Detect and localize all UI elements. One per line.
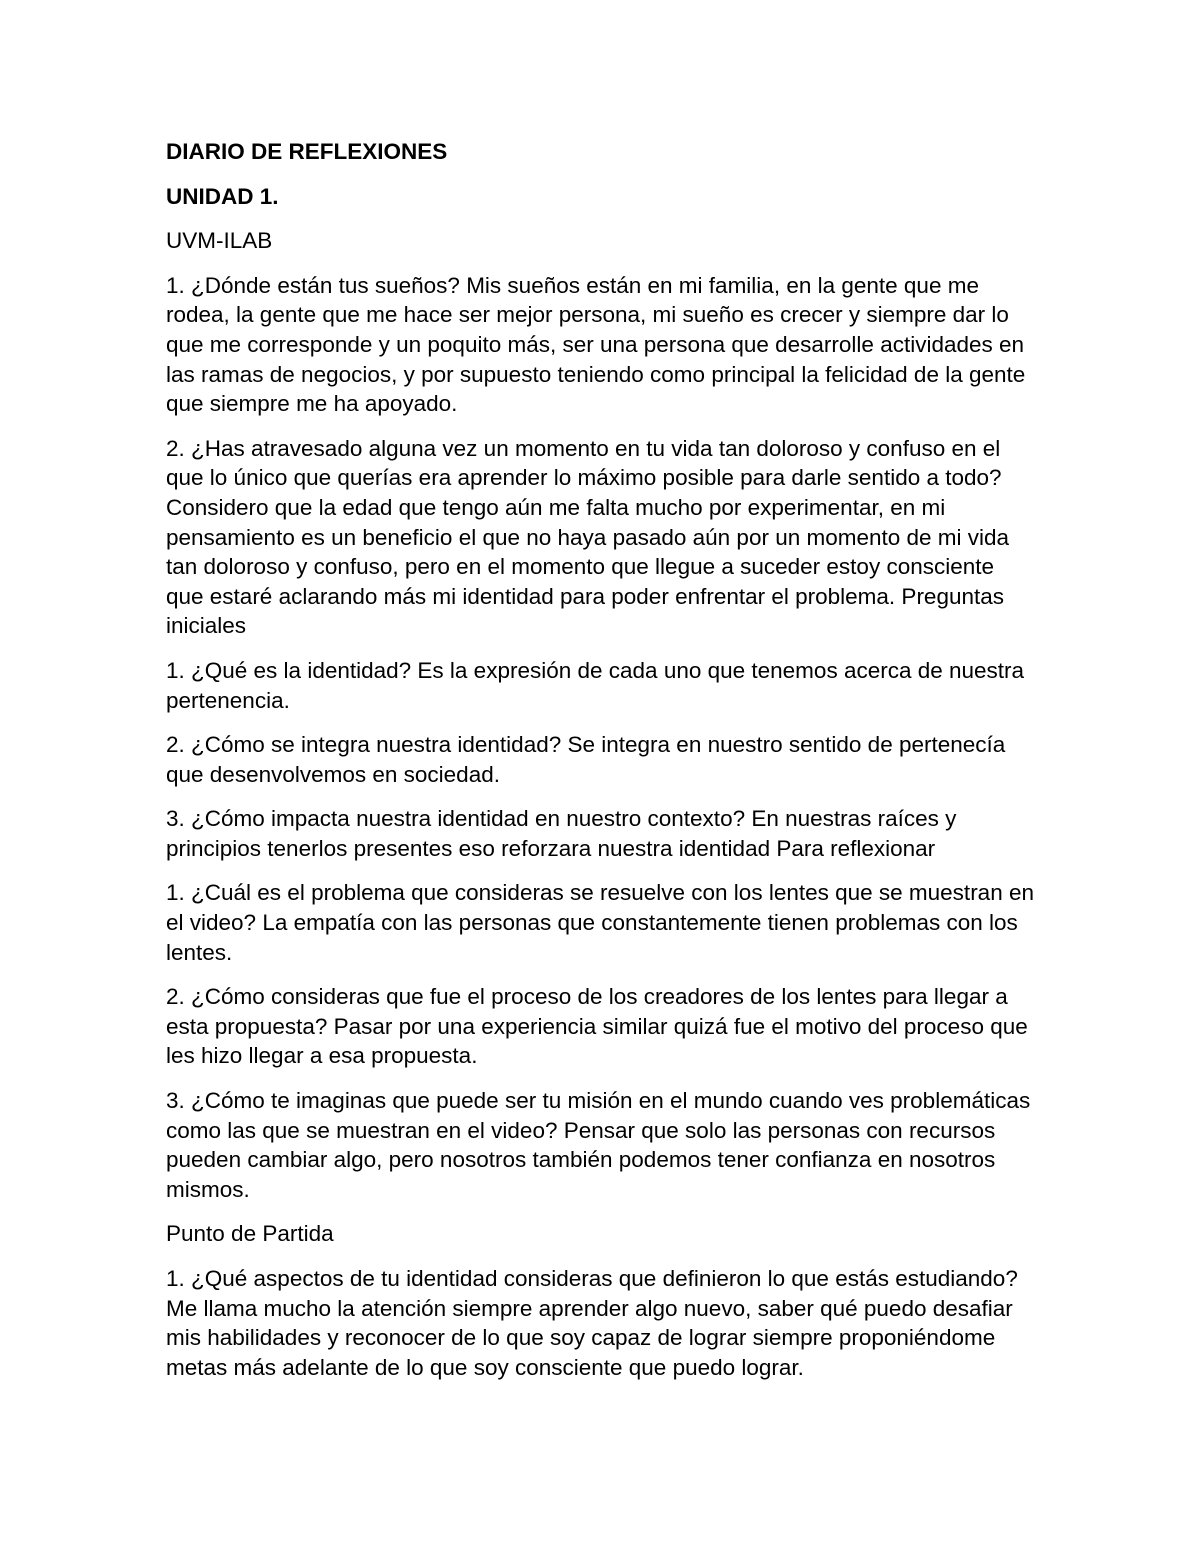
paragraph-como-se-integra: 2. ¿Cómo se integra nuestra identidad? Se integra en nuestro sentido de pertenecía que desenvolvemos en sociedad. <box>166 732 1006 787</box>
paragraph-momento-doloroso: 2. ¿Has atravesado alguna vez un momento en tu vida tan doloroso y confuso en el que lo único que querías era aprender lo máximo posible para darle sentido a todo? Considero que la edad que tengo aún me falta mucho por experimentar, en mi pensamiento es un beneficio el que no haya pasado aún por un momento de mi vida tan doloroso y confuso, pero en el momento que llegue a suceder estoy consciente que estaré aclarando más mi identidad para poder enfrentar el problema. Preguntas iniciales <box>166 435 1010 639</box>
unit-heading: UNIDAD 1. <box>166 183 279 209</box>
paragraph-aspectos-identidad: 1. ¿Qué aspectos de tu identidad consideras que definieron lo que estás estudiando? Me llama mucho la atención siempre aprender algo nuevo, saber qué puedo desafiar mis habilidades y reconocer de lo que soy capaz de lograr siempre proponiéndome metas más adelante de lo que soy consciente que puedo lograr. <box>166 1266 1018 1380</box>
paragraph-suenos: 1. ¿Dónde están tus sueños? Mis sueños están en mi familia, en la gente que me rodea, la gente que me hace ser mejor persona, mi sueño es crecer y siempre dar lo que me corresponde y un poquito más, ser una persona que desarrolle actividades en las ramas de negocios, y por supuesto teniendo como principal la felicidad de la gente que siempre me ha apoyado. <box>166 272 1026 417</box>
paragraph-proceso-creadores: 2. ¿Cómo consideras que fue el proceso de los creadores de los lentes para llegar a esta propuesta? Pasar por una experiencia similar quizá fue el motivo del proceso que les hizo llegar a esa propuesta. <box>166 984 1028 1069</box>
paragraph-mision-mundo: 3. ¿Cómo te imaginas que puede ser tu misión en el mundo cuando ves problemáticas como las que se muestran en el video? Pensar que solo las personas con recursos pueden cambiar algo, pero nosotros también podemos tener confianza en nosotros mismos. <box>166 1088 1031 1202</box>
paragraph-que-es-identidad: 1. ¿Qué es la identidad? Es la expresión de cada uno que tenemos acerca de nuestra pertenencia. <box>166 657 1025 713</box>
subtitle-uvm-ilab: UVM-ILAB <box>166 228 273 254</box>
document-title: DIARIO DE REFLEXIONES <box>166 139 448 164</box>
paragraph-problema-lentes: 1. ¿Cuál es el problema que consideras se resuelve con los lentes que se muestran en el video? La empatía con las personas que constantemente tienen problemas con los lentes. <box>166 880 1034 965</box>
document-body <box>166 137 1034 1397</box>
paragraph-como-impacta: 3. ¿Cómo impacta nuestra identidad en nuestro contexto? En nuestras raíces y principios tenerlos presentes eso reforzara nuestra identidad Para reflexionar <box>166 806 957 861</box>
section-heading-punto-de-partida: Punto de Partida <box>166 1221 334 1247</box>
